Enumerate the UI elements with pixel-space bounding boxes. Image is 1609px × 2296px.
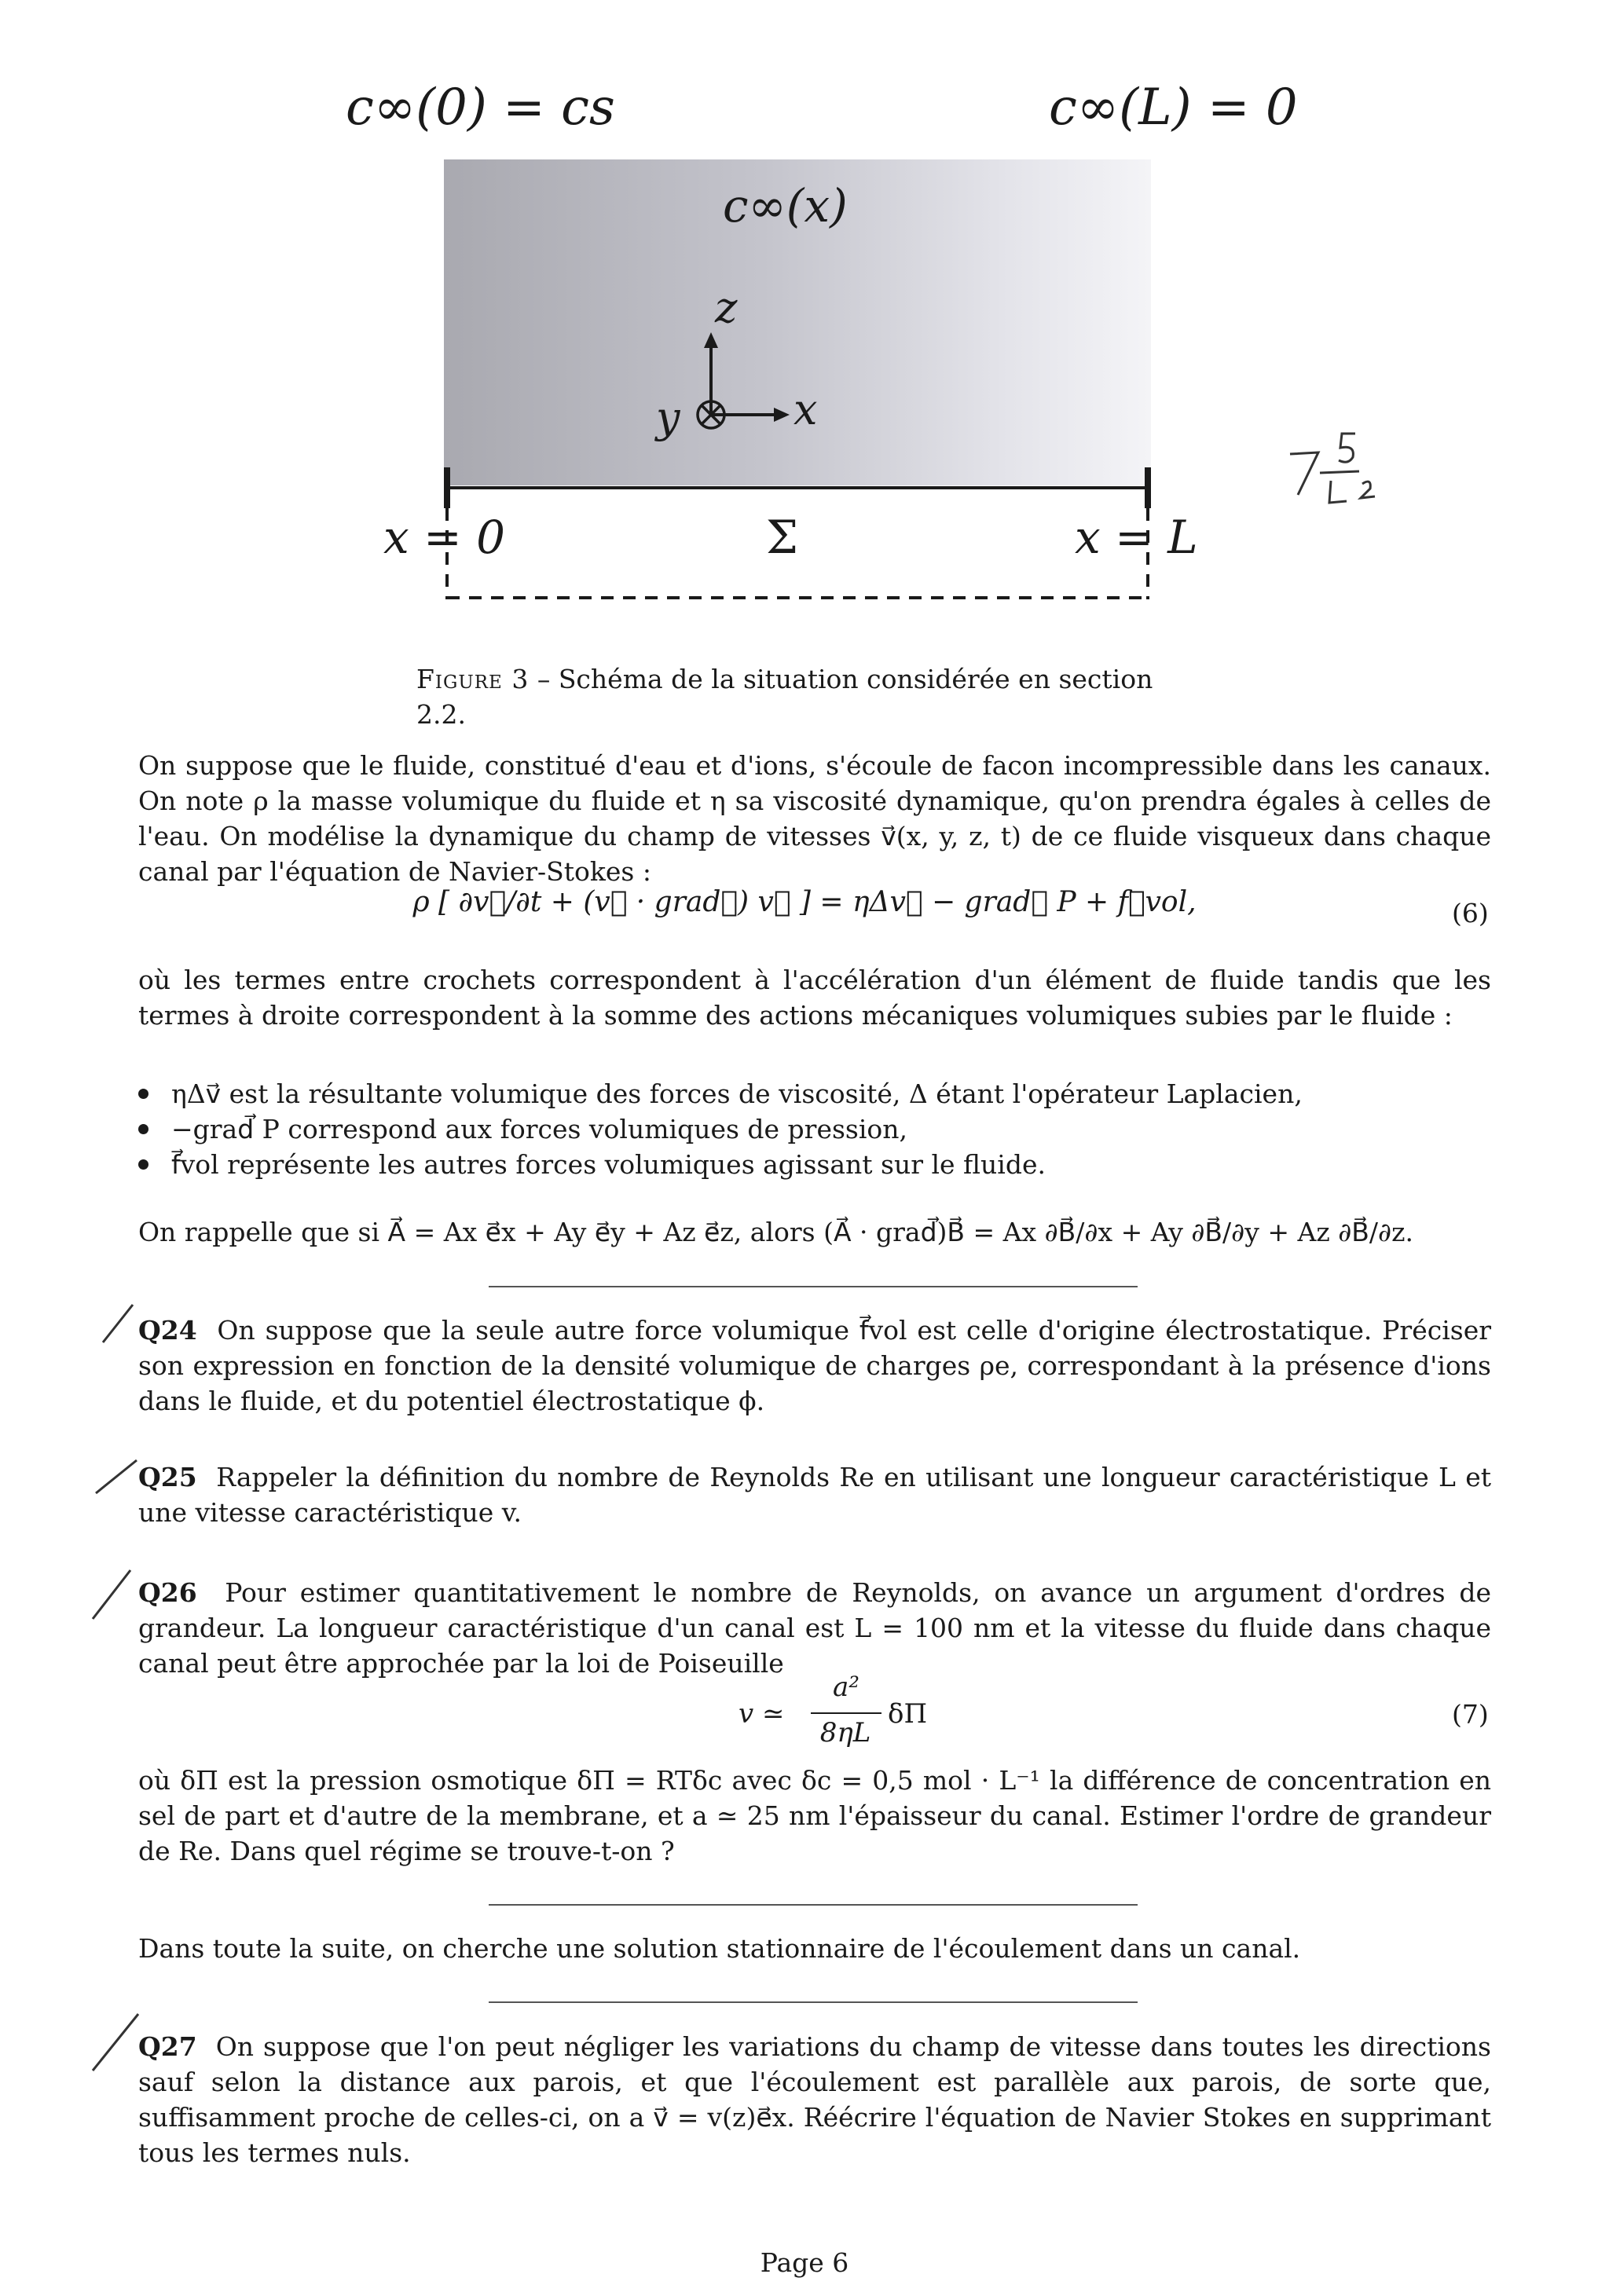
label-axis-z: z <box>715 283 738 332</box>
question-q25 <box>138 1459 1491 1530</box>
label-axis-x: x <box>794 385 818 434</box>
label-field-c: c∞(x) <box>723 179 848 233</box>
stationary-note: Dans toute la suite, on cherche une solution stationnaire de l'écoulement dans un canal. <box>138 1933 1301 1964</box>
eq7-rhs: δΠ <box>888 1698 928 1730</box>
intro-paragraph-2: où les termes entre crochets correspondent à l'accélération d'un élément de fluide tandis que les termes à droite correspondent à la somme des actions mécaniques volumiques subies par le fluide : <box>138 965 1491 1031</box>
bullet-marker <box>138 1124 148 1134</box>
bullet-other-forces: f⃗vol représente les autres forces volumiques agissant sur le fluide. <box>171 1149 1046 1180</box>
question-q26 <box>138 1575 1491 1681</box>
check-mark-q26 <box>88 1567 135 1622</box>
bullet-marker <box>138 1159 148 1170</box>
recall-formula: On rappelle que si A⃗ = Ax e⃗x + Ay e⃗y + Az e⃗z, alors (A⃗ · grad⃗)B⃗ = Ax ∂B⃗/∂x + Ay ∂B⃗/∂y + Az ∂B⃗/∂z. <box>138 1217 1413 1247</box>
check-mark-q27 <box>88 2011 143 2074</box>
label-c-at-0: c∞(0) = cs <box>346 79 615 137</box>
question-q26-continued: où δΠ est la pression osmotique δΠ = RTδc avec δc = 0,5 mol · L⁻¹ la différence de concentration en sel de part et d'autre de la membrane, et a ≃ 25 nm l'épaisseur du canal. Estimer l'ordre de grandeur de Re. Dans quel régime se trouve-t-on ? <box>138 1765 1491 1866</box>
question-text: On suppose que l'on peut négliger les variations du champ de vitesse dans toutes les directions sauf selon la distance aux parois, et que l'écoulement est parallèle aux parois, de sorte que, suffisamment proche de celles-ci, on a v⃗ = v(z)e⃗x. Réécrire l'équation de Navier Stokes en supprimant tous les termes nuls. <box>138 2031 1491 2168</box>
section-divider <box>489 1904 1138 1906</box>
question-q27 <box>138 2029 1491 2170</box>
question-label: Q27 <box>138 2031 197 2062</box>
question-text: On suppose que la seule autre force volumique f⃗vol est celle d'origine électrostatique. Préciser son expression en fonction de la densité volumique de charges ρe, correspondant à la présence d'ions dans le fluide, et du potentiel électrostatique ϕ. <box>138 1315 1491 1416</box>
section-divider <box>489 2001 1138 2003</box>
check-mark-q24 <box>98 1300 137 1347</box>
bullet-marker <box>138 1089 148 1099</box>
label-x-equals-0: x = 0 <box>383 511 506 564</box>
bullet-pressure: −grad⃗ P correspond aux forces volumiques de pression, <box>171 1114 908 1144</box>
figure-caption-prefix: Figure 3 <box>416 664 530 694</box>
bullet-viscosity: ηΔv⃗ est la résultante volumique des forces de viscosité, Δ étant l'opérateur Laplacien, <box>171 1078 1303 1109</box>
figure-caption <box>416 661 1202 732</box>
equation-6-number: (6) <box>1452 898 1489 928</box>
intro-paragraph: On suppose que le fluide, constitué d'eau et d'ions, s'écoule de facon incompressible dans les canaux. On note ρ la masse volumique du fluide et η sa viscosité dynamique, qu'on prendra égales à celles de l'eau. On modélise la dynamique du champ de vitesses v⃗(x, y, z, t) de ce fluide visqueux dans chaque canal par l'équation de Navier-Stokes : <box>138 750 1491 887</box>
label-axis-y: y <box>656 393 680 442</box>
question-label: Q24 <box>138 1315 197 1346</box>
handwritten-margin-note <box>1281 424 1398 511</box>
question-label: Q26 <box>138 1577 197 1608</box>
question-label: Q25 <box>138 1462 197 1492</box>
eq7-denominator: 8ηL <box>819 1717 871 1749</box>
question-text: Pour estimer quantitativement le nombre de Reynolds, on avance un argument d'ordres de grandeur. La longueur caractéristique d'un canal est L = 100 nm et la vitesse du fluide dans chaque canal peut être approchée par la loi de Poiseuille <box>138 1577 1491 1679</box>
question-q24 <box>138 1313 1491 1419</box>
figure-caption-text: – Schéma de la situation considérée en section 2.2. <box>416 664 1153 730</box>
label-c-at-L: c∞(L) = 0 <box>1049 79 1298 137</box>
label-sigma: Σ <box>766 511 799 564</box>
label-x-equals-L: x = L <box>1075 511 1198 564</box>
check-mark-q25 <box>93 1457 140 1496</box>
right-wall-bar <box>1145 467 1151 508</box>
eq7-numerator: a² <box>833 1672 859 1703</box>
section-divider <box>489 1286 1138 1287</box>
page-number: Page 6 <box>760 2247 849 2278</box>
equation-6: ρ [ ∂v⃗/∂t + (v⃗ · grad⃗) v⃗ ] = ηΔv⃗ − grad⃗ P + f⃗vol, <box>412 886 1197 918</box>
equation-7-number: (7) <box>1452 1699 1489 1730</box>
equation-7 <box>739 1672 1053 1758</box>
question-text: Rappeler la définition du nombre de Reynolds Re en utilisant une longueur caractéristique L et une vitesse caractéristique v. <box>138 1462 1491 1528</box>
eq7-lhs: v ≃ <box>739 1698 785 1730</box>
